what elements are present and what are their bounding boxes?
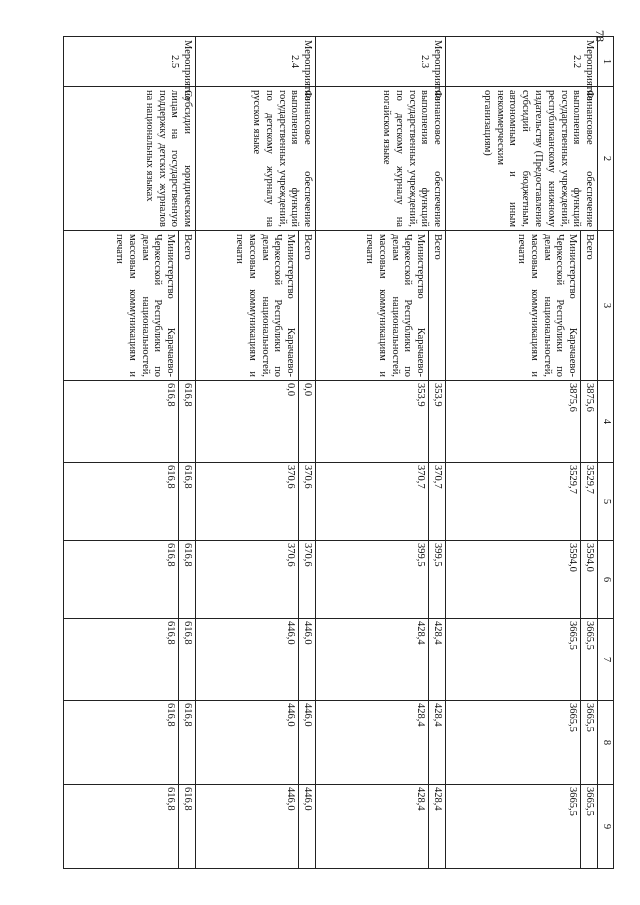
value: 446,0 <box>285 621 297 645</box>
value-cell-9 <box>446 785 598 869</box>
value: 370,6 <box>285 465 297 489</box>
executor-text: Министерство Карачаево-Черкесской Республики по делам национальностей, массовым коммуникациям и печати <box>114 234 177 377</box>
header-col-3: 3 <box>598 231 614 381</box>
value: 616,8 <box>165 543 177 567</box>
total-value: 428,4 <box>428 785 445 868</box>
value: 616,8 <box>165 621 177 645</box>
header-row <box>598 37 614 869</box>
event-cell: Мероприятие 2.2 <box>446 37 598 87</box>
executor-cell <box>446 231 598 381</box>
value: 3665,5 <box>567 621 579 650</box>
total-label: Всего <box>298 231 315 380</box>
value: 399,5 <box>415 543 427 567</box>
table-row <box>64 37 196 869</box>
table-row <box>316 37 446 869</box>
table-row <box>196 37 316 869</box>
value-cell-9 <box>64 785 196 869</box>
total-value: 616,8 <box>178 463 195 540</box>
value: 370,6 <box>285 543 297 567</box>
total-value: 446,0 <box>298 701 315 784</box>
description-cell: Финансовое обеспечение выполнения функций государственных учреждений, республиканскому книжному издательству (Предоставление субсидий бюджетным, автономным и иным некоммерческим организациям) <box>446 87 598 231</box>
value-cell-5 <box>446 463 598 541</box>
total-value: 353,9 <box>428 381 445 462</box>
total-value: 616,8 <box>178 381 195 462</box>
header-col-5: 5 <box>598 463 614 541</box>
event-cell: Мероприятие 2.4 <box>196 37 316 87</box>
value: 616,8 <box>165 703 177 727</box>
total-label: Всего <box>580 231 597 380</box>
header-col-2: 2 <box>598 87 614 231</box>
value-cell-8 <box>196 701 316 785</box>
total-value: 0,0 <box>298 381 315 462</box>
table-row <box>446 37 598 869</box>
value: 3594,0 <box>567 543 579 572</box>
value-cell-7 <box>446 619 598 701</box>
value-cell-8 <box>446 701 598 785</box>
value: 3529,7 <box>567 465 579 494</box>
description-cell: Субсидии юридическим лицам на государственную поддержку детских журналов на национальных языках <box>64 87 196 231</box>
total-value: 3875,6 <box>580 381 597 462</box>
value-cell-4 <box>316 381 446 463</box>
executor-text: Министерство Карачаево-Черкесской Республики по делам национальностей, массовым коммуникациям и печати <box>234 234 297 377</box>
header-col-6: 6 <box>598 541 614 619</box>
total-value: 428,4 <box>428 619 445 700</box>
header-col-1: 1 <box>598 37 614 87</box>
value-cell-4 <box>196 381 316 463</box>
page-number: 78 <box>593 30 607 42</box>
description-cell: Финансовое обеспечение выполнения функций государственных учреждений, по детскому журналу на ногайском языке <box>316 87 446 231</box>
value-cell-8 <box>64 701 196 785</box>
executor-text: Министерство Карачаево-Черкесской Республики по делам национальностей, массовым коммуникациям и печати <box>364 234 427 377</box>
total-value: 370,6 <box>298 463 315 540</box>
header-col-4: 4 <box>598 381 614 463</box>
event-cell: Мероприятие 2.5 <box>64 37 196 87</box>
executor-cell <box>64 231 196 381</box>
total-value: 446,0 <box>298 785 315 868</box>
total-value: 399,5 <box>428 541 445 618</box>
value: 616,8 <box>165 465 177 489</box>
description-cell: Финансовое обеспечение выполнения функций государственных учреждений, по детскому журналу на русском языке <box>196 87 316 231</box>
value: 3665,5 <box>567 703 579 732</box>
value-cell-7 <box>316 619 446 701</box>
value: 616,8 <box>165 787 177 811</box>
total-value: 3665,5 <box>580 619 597 700</box>
value-cell-7 <box>64 619 196 701</box>
total-value: 446,0 <box>298 619 315 700</box>
value-cell-5 <box>64 463 196 541</box>
executor-cell <box>316 231 446 381</box>
value: 353,9 <box>415 383 427 407</box>
total-value: 616,8 <box>178 785 195 868</box>
value: 370,7 <box>415 465 427 489</box>
total-value: 428,4 <box>428 701 445 784</box>
total-value: 616,8 <box>178 541 195 618</box>
financing-table <box>63 36 614 869</box>
total-value: 370,7 <box>428 463 445 540</box>
total-label: Всего <box>178 231 195 380</box>
total-value: 3594,0 <box>580 541 597 618</box>
rotated-table-container <box>66 36 614 868</box>
total-value: 3529,7 <box>580 463 597 540</box>
value-cell-9 <box>196 785 316 869</box>
value: 0,0 <box>285 383 297 397</box>
value: 446,0 <box>285 703 297 727</box>
value: 3875,6 <box>567 383 579 412</box>
value: 428,4 <box>415 787 427 811</box>
value: 446,0 <box>285 787 297 811</box>
value-cell-6 <box>196 541 316 619</box>
total-label: Всего <box>428 231 445 380</box>
value: 428,4 <box>415 621 427 645</box>
value-cell-6 <box>64 541 196 619</box>
value-cell-6 <box>316 541 446 619</box>
header-col-9: 9 <box>598 785 614 869</box>
value-cell-4 <box>446 381 598 463</box>
value-cell-7 <box>196 619 316 701</box>
value: 428,4 <box>415 703 427 727</box>
header-col-8: 8 <box>598 701 614 785</box>
executor-cell <box>196 231 316 381</box>
value-cell-6 <box>446 541 598 619</box>
header-col-7: 7 <box>598 619 614 701</box>
value: 3665,5 <box>567 787 579 816</box>
total-value: 616,8 <box>178 619 195 700</box>
value-cell-5 <box>196 463 316 541</box>
event-cell: Мероприятие 2.3 <box>316 37 446 87</box>
total-value: 3665,5 <box>580 785 597 868</box>
value-cell-8 <box>316 701 446 785</box>
value-cell-5 <box>316 463 446 541</box>
total-value: 616,8 <box>178 701 195 784</box>
total-value: 3665,5 <box>580 701 597 784</box>
executor-text: Министерство Карачаево-Черкесской Республики по делам национальностей, массовым коммуникациям и печати <box>516 234 579 377</box>
value: 616,8 <box>165 383 177 407</box>
value-cell-4 <box>64 381 196 463</box>
value-cell-9 <box>316 785 446 869</box>
total-value: 370,6 <box>298 541 315 618</box>
